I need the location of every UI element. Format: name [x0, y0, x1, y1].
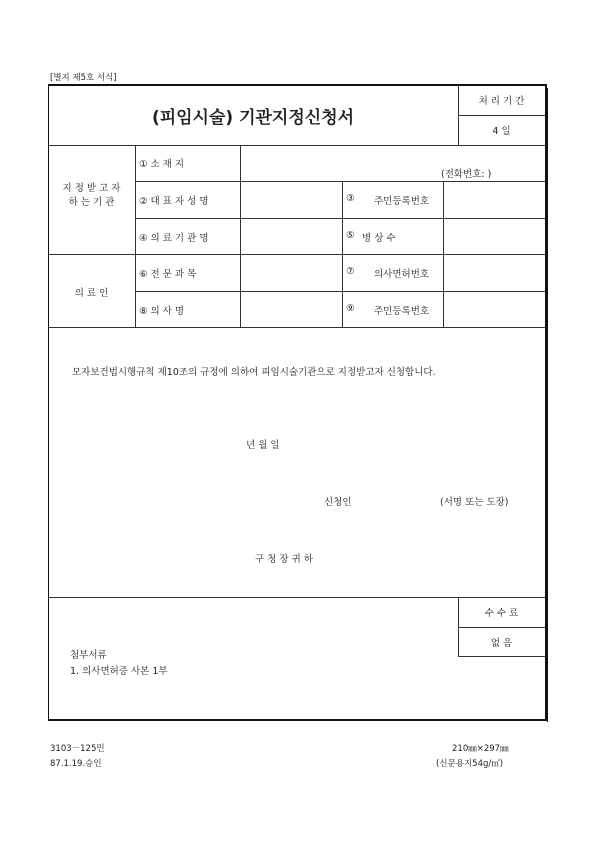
applicant-sign-label: 신청인 — [324, 497, 352, 508]
fee-label: 수 수 료 — [484, 608, 519, 619]
doctor-name-field[interactable] — [241, 292, 341, 327]
beds-field[interactable] — [444, 219, 544, 254]
beds-number: ⑤ — [346, 230, 355, 241]
phone-field-label: (전화번호: ) — [441, 169, 492, 180]
institution-name-label: ④ 의 료 기 관 명 — [139, 233, 209, 244]
doctor-rrn-label: 주민등록번호 — [374, 306, 430, 317]
doctor-group-label: 의 료 인 — [74, 288, 109, 299]
form-number-tag: [별지 제5호 서식] — [50, 73, 117, 83]
attachment-item: 1. 의사면허증 사본 1부 — [70, 666, 168, 677]
institution-name-field[interactable] — [241, 219, 341, 254]
recipient: 구 청 장 귀 하 — [255, 554, 313, 565]
sign-or-seal: (서명 또는 도장) — [440, 497, 509, 508]
location-field[interactable] — [241, 146, 544, 181]
date-line: 년 월 일 — [246, 440, 280, 451]
rrn-label: 주민등록번호 — [374, 196, 430, 207]
doctor-rrn-field[interactable] — [444, 292, 544, 327]
processing-period-value: 4 일 — [492, 126, 511, 137]
doctor-name-label: ⑧ 의 사 명 — [139, 306, 185, 317]
license-number-label: 의사면허번호 — [374, 269, 430, 280]
footer-paper-type: (신문용지54g/㎡) — [436, 759, 504, 769]
application-statement: 모자보건법시행규칙 제10조의 규정에 의하여 피임시술기관으로 지정받고자 신청합니다. — [72, 367, 436, 378]
applicant-group-label: 지 정 받 고 자 하 는 기 관 — [62, 183, 121, 208]
rrn-field[interactable] — [444, 182, 544, 218]
doctor-rrn-num: ⑨ — [346, 303, 355, 314]
location-label: ① 소 재 지 — [139, 159, 185, 170]
representative-name-label: ② 대 표 자 성 명 — [139, 196, 209, 207]
footer-form-code: 3103－125민 — [50, 744, 105, 754]
beds-label: 병 상 수 — [362, 233, 396, 244]
specialty-label: ⑥ 전 문 과 목 — [139, 269, 197, 280]
specialty-field[interactable] — [241, 255, 341, 291]
form-title: (피임시술) 기관지정신청서 — [151, 107, 355, 128]
attachments-title: 첨부서류 — [70, 650, 107, 661]
processing-period-label: 처 리 기 간 — [478, 96, 525, 107]
footer-paper-size: 210㎜×297㎜ — [452, 744, 509, 754]
fee-value: 없 음 — [490, 637, 513, 649]
representative-name-field[interactable] — [241, 182, 341, 218]
footer-approval: 87.1.19.승인 — [50, 759, 102, 769]
rrn-number: ③ — [346, 193, 355, 204]
license-number-field[interactable] — [444, 255, 544, 291]
license-number-num: ⑦ — [346, 266, 355, 277]
